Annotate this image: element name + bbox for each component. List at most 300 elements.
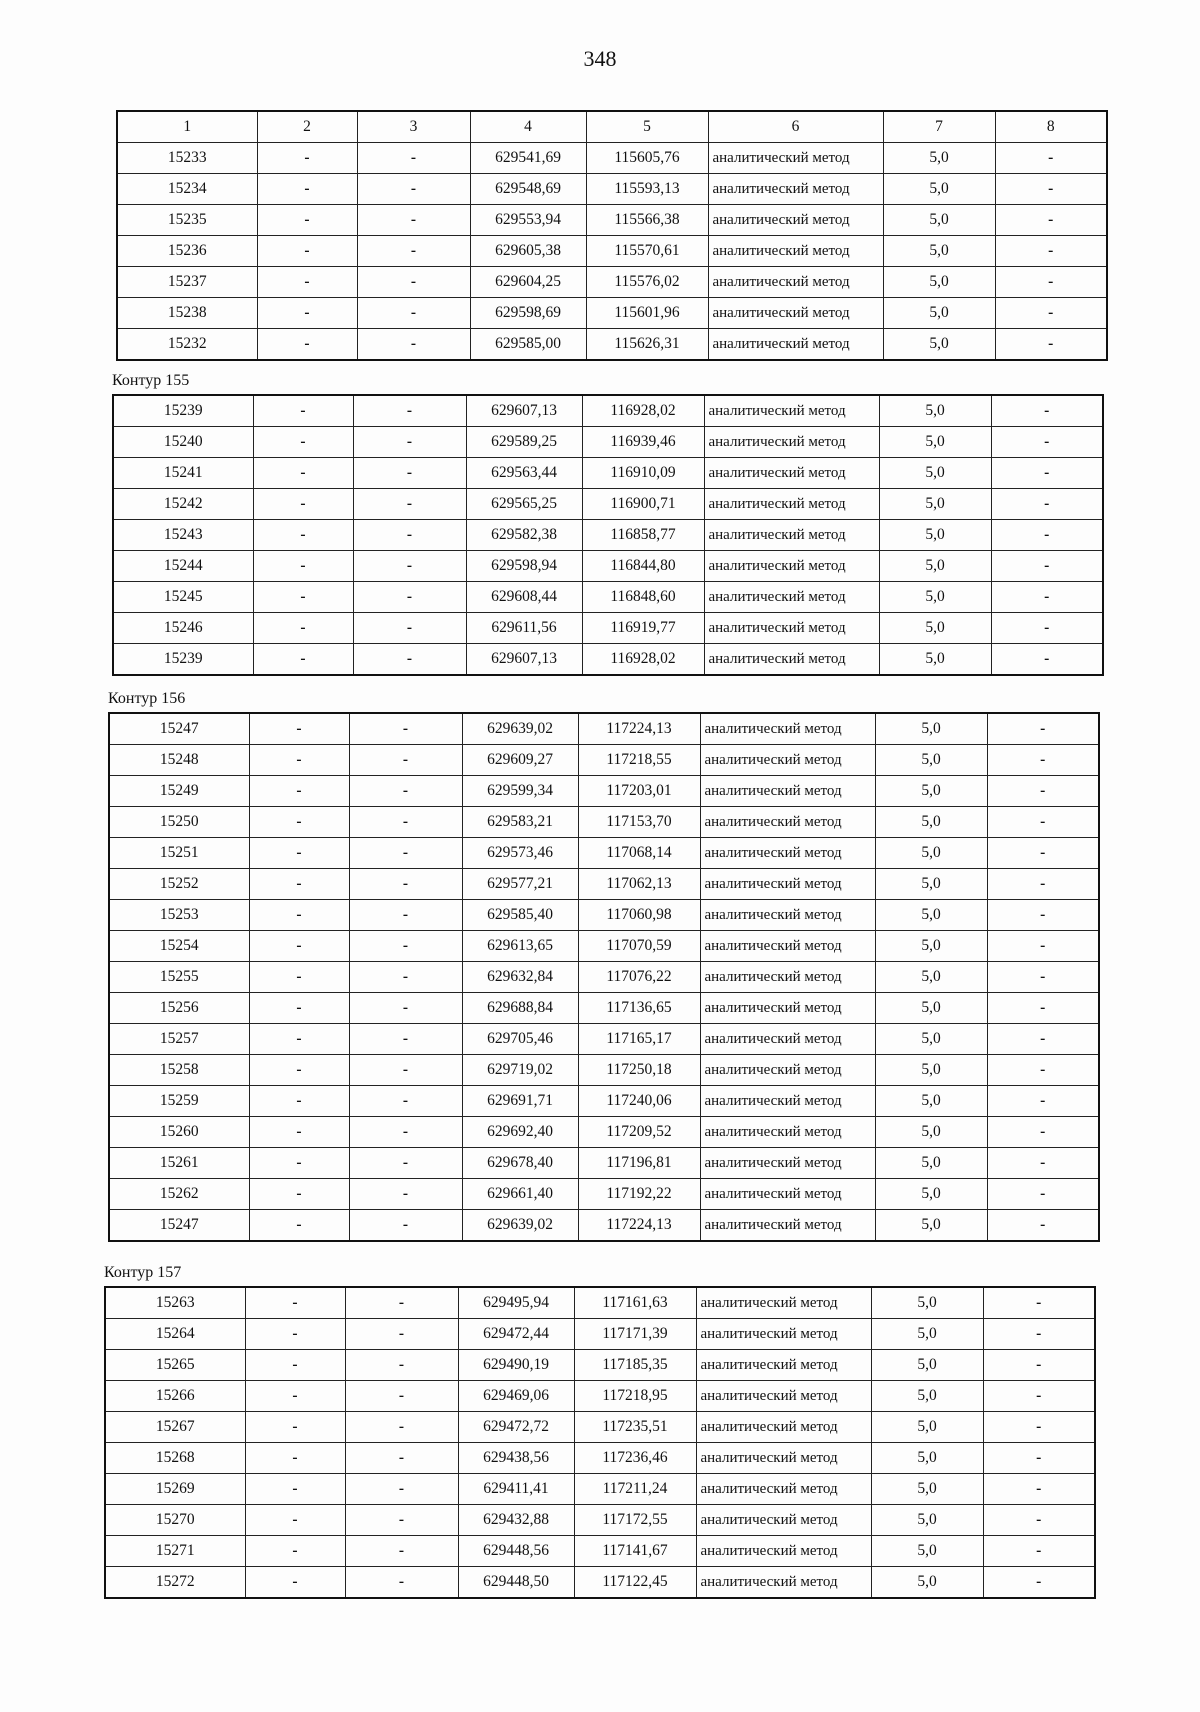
cell-col3: - xyxy=(349,713,462,745)
point-number: 15268 xyxy=(105,1443,245,1474)
point-number: 15241 xyxy=(113,458,253,489)
coordinates-table xyxy=(112,394,1104,676)
accuracy-cell: 5,0 xyxy=(875,1117,987,1148)
cell-col3: - xyxy=(345,1412,458,1443)
cell-col8: - xyxy=(991,613,1103,644)
table-row xyxy=(117,143,1107,174)
point-number: 15269 xyxy=(105,1474,245,1505)
cell-col3: - xyxy=(349,962,462,993)
point-number: 15261 xyxy=(109,1148,249,1179)
cell-col3: - xyxy=(345,1567,458,1599)
cell-col3: - xyxy=(357,329,470,361)
accuracy-cell: 5,0 xyxy=(875,900,987,931)
y-coordinate: 115605,76 xyxy=(586,143,708,174)
y-coordinate: 115601,96 xyxy=(586,298,708,329)
method-cell: аналитический метод xyxy=(704,613,879,644)
y-coordinate: 117224,13 xyxy=(578,1210,700,1242)
cell-col8: - xyxy=(987,1117,1099,1148)
cell-col2: - xyxy=(257,174,357,205)
x-coordinate: 629548,69 xyxy=(470,174,586,205)
cell-col3: - xyxy=(353,489,466,520)
method-cell: аналитический метод xyxy=(700,1179,875,1210)
method-cell: аналитический метод xyxy=(696,1474,871,1505)
coordinates-table xyxy=(108,712,1100,1242)
cell-col8: - xyxy=(987,807,1099,838)
method-cell: аналитический метод xyxy=(704,520,879,551)
method-cell: аналитический метод xyxy=(700,900,875,931)
point-number: 15244 xyxy=(113,551,253,582)
cell-col3: - xyxy=(349,1179,462,1210)
cell-col2: - xyxy=(257,298,357,329)
accuracy-cell: 5,0 xyxy=(875,807,987,838)
cell-col8: - xyxy=(983,1474,1095,1505)
accuracy-cell: 5,0 xyxy=(875,713,987,745)
accuracy-cell: 5,0 xyxy=(883,205,995,236)
method-cell: аналитический метод xyxy=(708,298,883,329)
y-coordinate: 117171,39 xyxy=(574,1319,696,1350)
point-number: 15238 xyxy=(117,298,257,329)
cell-col2: - xyxy=(253,458,353,489)
x-coordinate: 629565,25 xyxy=(466,489,582,520)
cell-col3: - xyxy=(357,236,470,267)
cell-col8: - xyxy=(991,489,1103,520)
method-cell: аналитический метод xyxy=(700,745,875,776)
column-header: 1 xyxy=(117,111,257,143)
table-row xyxy=(113,582,1103,613)
cell-col8: - xyxy=(987,1210,1099,1242)
x-coordinate: 629599,34 xyxy=(462,776,578,807)
table-row xyxy=(117,205,1107,236)
y-coordinate: 117165,17 xyxy=(578,1024,700,1055)
method-cell: аналитический метод xyxy=(700,1055,875,1086)
cell-col2: - xyxy=(245,1287,345,1319)
table-section xyxy=(112,362,1102,676)
x-coordinate: 629705,46 xyxy=(462,1024,578,1055)
point-number: 15247 xyxy=(109,713,249,745)
table-row xyxy=(109,1024,1099,1055)
accuracy-cell: 5,0 xyxy=(879,582,991,613)
point-number: 15255 xyxy=(109,962,249,993)
x-coordinate: 629688,84 xyxy=(462,993,578,1024)
cell-col8: - xyxy=(983,1567,1095,1599)
cell-col8: - xyxy=(987,745,1099,776)
y-coordinate: 116900,71 xyxy=(582,489,704,520)
cell-col8: - xyxy=(983,1505,1095,1536)
table-row xyxy=(105,1443,1095,1474)
accuracy-cell: 5,0 xyxy=(875,1024,987,1055)
cell-col2: - xyxy=(253,489,353,520)
y-coordinate: 117218,95 xyxy=(574,1381,696,1412)
table-row xyxy=(105,1412,1095,1443)
y-coordinate: 117060,98 xyxy=(578,900,700,931)
cell-col8: - xyxy=(987,900,1099,931)
coordinates-table xyxy=(116,110,1108,361)
point-number: 15251 xyxy=(109,838,249,869)
point-number: 15257 xyxy=(109,1024,249,1055)
cell-col2: - xyxy=(249,1148,349,1179)
y-coordinate: 117218,55 xyxy=(578,745,700,776)
point-number: 15239 xyxy=(113,644,253,676)
table-row xyxy=(113,520,1103,551)
accuracy-cell: 5,0 xyxy=(883,174,995,205)
y-coordinate: 117235,51 xyxy=(574,1412,696,1443)
method-cell: аналитический метод xyxy=(696,1505,871,1536)
cell-col8: - xyxy=(995,236,1107,267)
table-row xyxy=(113,613,1103,644)
method-cell: аналитический метод xyxy=(700,807,875,838)
cell-col8: - xyxy=(991,395,1103,427)
cell-col2: - xyxy=(249,993,349,1024)
x-coordinate: 629609,27 xyxy=(462,745,578,776)
x-coordinate: 629598,69 xyxy=(470,298,586,329)
cell-col3: - xyxy=(353,644,466,676)
method-cell: аналитический метод xyxy=(700,838,875,869)
cell-col2: - xyxy=(249,931,349,962)
point-number: 15252 xyxy=(109,869,249,900)
cell-col2: - xyxy=(257,267,357,298)
cell-col3: - xyxy=(353,520,466,551)
cell-col3: - xyxy=(345,1474,458,1505)
accuracy-cell: 5,0 xyxy=(875,993,987,1024)
cell-col2: - xyxy=(245,1567,345,1599)
table-row xyxy=(105,1536,1095,1567)
column-header: 7 xyxy=(883,111,995,143)
cell-col3: - xyxy=(345,1443,458,1474)
cell-col3: - xyxy=(349,807,462,838)
table-row xyxy=(109,1086,1099,1117)
method-cell: аналитический метод xyxy=(708,143,883,174)
cell-col3: - xyxy=(349,1210,462,1242)
method-cell: аналитический метод xyxy=(704,458,879,489)
cell-col2: - xyxy=(257,205,357,236)
cell-col3: - xyxy=(357,143,470,174)
accuracy-cell: 5,0 xyxy=(883,329,995,361)
cell-col3: - xyxy=(349,869,462,900)
point-number: 15240 xyxy=(113,427,253,458)
cell-col2: - xyxy=(249,1055,349,1086)
table-row xyxy=(105,1567,1095,1599)
x-coordinate: 629585,40 xyxy=(462,900,578,931)
cell-col3: - xyxy=(349,1117,462,1148)
cell-col3: - xyxy=(357,205,470,236)
x-coordinate: 629632,84 xyxy=(462,962,578,993)
table-row xyxy=(105,1350,1095,1381)
x-coordinate: 629613,65 xyxy=(462,931,578,962)
y-coordinate: 117062,13 xyxy=(578,869,700,900)
y-coordinate: 117240,06 xyxy=(578,1086,700,1117)
cell-col3: - xyxy=(353,458,466,489)
x-coordinate: 629661,40 xyxy=(462,1179,578,1210)
accuracy-cell: 5,0 xyxy=(875,869,987,900)
method-cell: аналитический метод xyxy=(700,776,875,807)
cell-col3: - xyxy=(345,1287,458,1319)
column-header: 4 xyxy=(470,111,586,143)
x-coordinate: 629639,02 xyxy=(462,713,578,745)
y-coordinate: 116928,02 xyxy=(582,395,704,427)
table-row xyxy=(109,1055,1099,1086)
x-coordinate: 629607,13 xyxy=(466,644,582,676)
cell-col3: - xyxy=(349,1086,462,1117)
y-coordinate: 117224,13 xyxy=(578,713,700,745)
y-coordinate: 117236,46 xyxy=(574,1443,696,1474)
cell-col2: - xyxy=(249,1086,349,1117)
cell-col2: - xyxy=(245,1474,345,1505)
table-section xyxy=(104,1254,1094,1599)
cell-col2: - xyxy=(245,1443,345,1474)
y-coordinate: 117172,55 xyxy=(574,1505,696,1536)
point-number: 15263 xyxy=(105,1287,245,1319)
table-row xyxy=(113,489,1103,520)
cell-col2: - xyxy=(257,329,357,361)
table-row xyxy=(105,1319,1095,1350)
point-number: 15232 xyxy=(117,329,257,361)
column-header: 2 xyxy=(257,111,357,143)
cell-col3: - xyxy=(357,267,470,298)
cell-col8: - xyxy=(983,1536,1095,1567)
cell-col2: - xyxy=(245,1505,345,1536)
column-header: 8 xyxy=(995,111,1107,143)
cell-col8: - xyxy=(995,143,1107,174)
table-row xyxy=(117,329,1107,361)
cell-col2: - xyxy=(253,427,353,458)
y-coordinate: 117196,81 xyxy=(578,1148,700,1179)
x-coordinate: 629541,69 xyxy=(470,143,586,174)
table-row xyxy=(117,174,1107,205)
point-number: 15233 xyxy=(117,143,257,174)
table-section xyxy=(116,110,1106,361)
method-cell: аналитический метод xyxy=(696,1412,871,1443)
cell-col3: - xyxy=(353,582,466,613)
cell-col8: - xyxy=(987,776,1099,807)
table-section xyxy=(108,680,1098,1242)
cell-col2: - xyxy=(249,807,349,838)
point-number: 15270 xyxy=(105,1505,245,1536)
cell-col2: - xyxy=(249,900,349,931)
method-cell: аналитический метод xyxy=(700,1117,875,1148)
method-cell: аналитический метод xyxy=(700,869,875,900)
y-coordinate: 115626,31 xyxy=(586,329,708,361)
x-coordinate: 629691,71 xyxy=(462,1086,578,1117)
cell-col8: - xyxy=(987,1086,1099,1117)
cell-col2: - xyxy=(245,1319,345,1350)
cell-col8: - xyxy=(995,205,1107,236)
method-cell: аналитический метод xyxy=(704,582,879,613)
cell-col2: - xyxy=(257,236,357,267)
y-coordinate: 115566,38 xyxy=(586,205,708,236)
method-cell: аналитический метод xyxy=(696,1381,871,1412)
point-number: 15260 xyxy=(109,1117,249,1148)
method-cell: аналитический метод xyxy=(704,489,879,520)
column-header-row xyxy=(117,111,1107,143)
point-number: 15237 xyxy=(117,267,257,298)
point-number: 15271 xyxy=(105,1536,245,1567)
table-row xyxy=(113,395,1103,427)
method-cell: аналитический метод xyxy=(704,395,879,427)
point-number: 15264 xyxy=(105,1319,245,1350)
accuracy-cell: 5,0 xyxy=(875,1148,987,1179)
cell-col2: - xyxy=(253,644,353,676)
y-coordinate: 116910,09 xyxy=(582,458,704,489)
cell-col3: - xyxy=(345,1381,458,1412)
y-coordinate: 117153,70 xyxy=(578,807,700,838)
cell-col3: - xyxy=(349,745,462,776)
point-number: 15250 xyxy=(109,807,249,838)
x-coordinate: 629411,41 xyxy=(458,1474,574,1505)
cell-col8: - xyxy=(991,427,1103,458)
cell-col3: - xyxy=(353,613,466,644)
x-coordinate: 629604,25 xyxy=(470,267,586,298)
contour-label: Контур 157 xyxy=(104,1264,182,1281)
cell-col8: - xyxy=(987,1055,1099,1086)
y-coordinate: 117185,35 xyxy=(574,1350,696,1381)
contour-label: Контур 155 xyxy=(112,372,190,389)
cell-col8: - xyxy=(995,174,1107,205)
method-cell: аналитический метод xyxy=(700,1024,875,1055)
accuracy-cell: 5,0 xyxy=(875,1055,987,1086)
method-cell: аналитический метод xyxy=(700,1086,875,1117)
accuracy-cell: 5,0 xyxy=(875,1210,987,1242)
method-cell: аналитический метод xyxy=(708,236,883,267)
table-row xyxy=(109,869,1099,900)
cell-col2: - xyxy=(253,395,353,427)
cell-col8: - xyxy=(987,962,1099,993)
x-coordinate: 629472,44 xyxy=(458,1319,574,1350)
accuracy-cell: 5,0 xyxy=(871,1474,983,1505)
column-header: 6 xyxy=(708,111,883,143)
cell-col3: - xyxy=(345,1350,458,1381)
table-row xyxy=(109,713,1099,745)
y-coordinate: 117211,24 xyxy=(574,1474,696,1505)
cell-col3: - xyxy=(349,900,462,931)
x-coordinate: 629582,38 xyxy=(466,520,582,551)
method-cell: аналитический метод xyxy=(704,644,879,676)
x-coordinate: 629611,56 xyxy=(466,613,582,644)
y-coordinate: 116939,46 xyxy=(582,427,704,458)
point-number: 15259 xyxy=(109,1086,249,1117)
x-coordinate: 629607,13 xyxy=(466,395,582,427)
method-cell: аналитический метод xyxy=(700,1148,875,1179)
cell-col2: - xyxy=(245,1350,345,1381)
y-coordinate: 117136,65 xyxy=(578,993,700,1024)
cell-col2: - xyxy=(249,1210,349,1242)
method-cell: аналитический метод xyxy=(704,427,879,458)
accuracy-cell: 5,0 xyxy=(879,458,991,489)
accuracy-cell: 5,0 xyxy=(875,838,987,869)
method-cell: аналитический метод xyxy=(696,1350,871,1381)
x-coordinate: 629583,21 xyxy=(462,807,578,838)
cell-col8: - xyxy=(987,838,1099,869)
method-cell: аналитический метод xyxy=(704,551,879,582)
coordinates-table xyxy=(104,1286,1096,1599)
accuracy-cell: 5,0 xyxy=(883,298,995,329)
cell-col2: - xyxy=(245,1412,345,1443)
cell-col8: - xyxy=(987,713,1099,745)
x-coordinate: 629438,56 xyxy=(458,1443,574,1474)
method-cell: аналитический метод xyxy=(700,993,875,1024)
table-row xyxy=(109,776,1099,807)
cell-col8: - xyxy=(983,1319,1095,1350)
method-cell: аналитический метод xyxy=(708,174,883,205)
method-cell: аналитический метод xyxy=(708,267,883,298)
table-row xyxy=(105,1474,1095,1505)
y-coordinate: 117192,22 xyxy=(578,1179,700,1210)
x-coordinate: 629553,94 xyxy=(470,205,586,236)
point-number: 15267 xyxy=(105,1412,245,1443)
cell-col3: - xyxy=(345,1536,458,1567)
y-coordinate: 117250,18 xyxy=(578,1055,700,1086)
method-cell: аналитический метод xyxy=(700,713,875,745)
method-cell: аналитический метод xyxy=(708,205,883,236)
point-number: 15239 xyxy=(113,395,253,427)
method-cell: аналитический метод xyxy=(700,931,875,962)
accuracy-cell: 5,0 xyxy=(875,745,987,776)
table-row xyxy=(113,427,1103,458)
method-cell: аналитический метод xyxy=(708,329,883,361)
cell-col8: - xyxy=(995,298,1107,329)
accuracy-cell: 5,0 xyxy=(879,427,991,458)
accuracy-cell: 5,0 xyxy=(879,520,991,551)
cell-col2: - xyxy=(249,1024,349,1055)
point-number: 15234 xyxy=(117,174,257,205)
accuracy-cell: 5,0 xyxy=(879,489,991,520)
cell-col2: - xyxy=(253,520,353,551)
x-coordinate: 629585,00 xyxy=(470,329,586,361)
accuracy-cell: 5,0 xyxy=(875,962,987,993)
x-coordinate: 629678,40 xyxy=(462,1148,578,1179)
accuracy-cell: 5,0 xyxy=(879,613,991,644)
y-coordinate: 117161,63 xyxy=(574,1287,696,1319)
contour-label: Контур 156 xyxy=(108,690,186,707)
accuracy-cell: 5,0 xyxy=(883,143,995,174)
x-coordinate: 629448,50 xyxy=(458,1567,574,1599)
accuracy-cell: 5,0 xyxy=(879,644,991,676)
accuracy-cell: 5,0 xyxy=(883,267,995,298)
cell-col3: - xyxy=(349,993,462,1024)
y-coordinate: 116919,77 xyxy=(582,613,704,644)
cell-col8: - xyxy=(983,1443,1095,1474)
point-number: 15266 xyxy=(105,1381,245,1412)
cell-col3: - xyxy=(349,776,462,807)
y-coordinate: 116928,02 xyxy=(582,644,704,676)
table-row xyxy=(113,551,1103,582)
x-coordinate: 629605,38 xyxy=(470,236,586,267)
cell-col3: - xyxy=(349,1148,462,1179)
cell-col2: - xyxy=(249,1179,349,1210)
cell-col2: - xyxy=(245,1536,345,1567)
table-row xyxy=(105,1505,1095,1536)
point-number: 15256 xyxy=(109,993,249,1024)
cell-col3: - xyxy=(349,931,462,962)
cell-col8: - xyxy=(987,1148,1099,1179)
point-number: 15258 xyxy=(109,1055,249,1086)
table-row xyxy=(109,745,1099,776)
table-row xyxy=(105,1381,1095,1412)
cell-col3: - xyxy=(349,838,462,869)
y-coordinate: 115576,02 xyxy=(586,267,708,298)
cell-col2: - xyxy=(257,143,357,174)
point-number: 15249 xyxy=(109,776,249,807)
x-coordinate: 629598,94 xyxy=(466,551,582,582)
point-number: 15272 xyxy=(105,1567,245,1599)
cell-col8: - xyxy=(983,1350,1095,1381)
table-row xyxy=(117,267,1107,298)
cell-col8: - xyxy=(991,458,1103,489)
column-header: 5 xyxy=(586,111,708,143)
accuracy-cell: 5,0 xyxy=(871,1567,983,1599)
cell-col8: - xyxy=(983,1381,1095,1412)
cell-col2: - xyxy=(245,1381,345,1412)
cell-col3: - xyxy=(353,427,466,458)
